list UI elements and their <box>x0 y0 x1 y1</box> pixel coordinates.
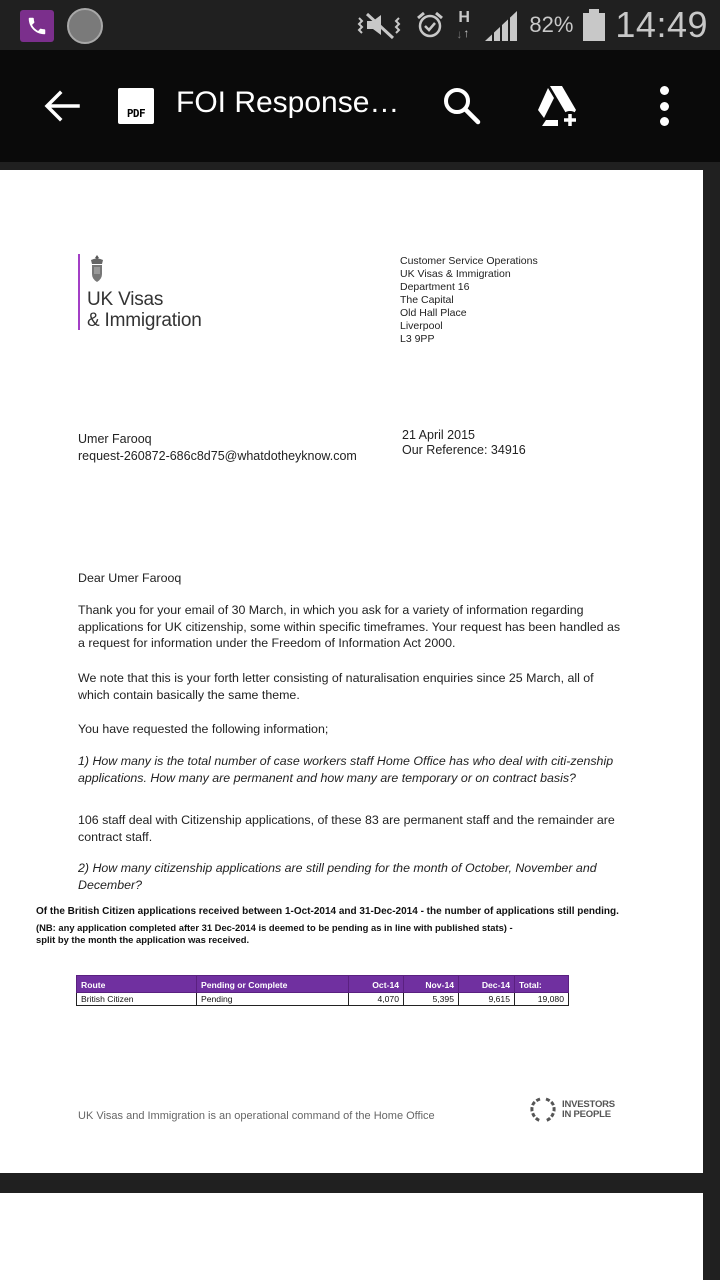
logo-line2: & Immigration <box>87 310 202 331</box>
pdf-page-2 <box>0 1193 703 1280</box>
answer-1: 106 staff deal with Citizenship applications, of these 83 are permanent staff and the remainder are contract staff. <box>78 813 615 844</box>
search-button[interactable] <box>440 84 484 128</box>
add-to-drive-button[interactable] <box>534 84 584 130</box>
date-reference-block <box>402 428 526 458</box>
status-icons <box>355 0 708 50</box>
vibrate-mute-icon <box>355 10 405 40</box>
col-total: Total: <box>515 976 569 993</box>
clock: 14:49 <box>615 4 708 45</box>
col-dec: Dec-14 <box>459 976 515 993</box>
signal-icon <box>483 9 519 41</box>
pdf-file-icon: PDF <box>118 88 154 124</box>
question-2: 2) How many citizenship applications are still pending for the month of October, November and December? <box>78 861 597 892</box>
more-options-button[interactable] <box>648 82 680 130</box>
battery-percent: 82% <box>529 12 574 37</box>
hspa-data-icon: H ↓ ↑ <box>456 9 470 41</box>
search-icon <box>440 84 484 128</box>
sender-address: Customer Service Operations UK Visas & Immigration Department 16 The Capital Old Hall Place Liverpool L3 9PP <box>400 255 538 345</box>
back-button[interactable] <box>40 86 84 126</box>
col-route: Route <box>77 976 197 993</box>
recipient-block <box>78 431 357 465</box>
app-toolbar <box>0 50 720 162</box>
pending-applications-table <box>76 975 569 1006</box>
pdf-viewer[interactable] <box>0 162 720 1280</box>
col-status: Pending or Complete <box>197 976 349 993</box>
laurel-wreath-icon <box>528 1096 558 1124</box>
paragraph-3: You have requested the following information; <box>78 722 329 736</box>
recipient-name: Umer Farooq <box>78 432 152 446</box>
royal-crest-icon <box>88 254 106 284</box>
table-header-row <box>77 976 569 993</box>
more-vert-icon <box>660 86 669 95</box>
status-bar <box>0 0 720 50</box>
circle-notification-icon <box>67 8 103 44</box>
table-caption-1: Of the British Citizen applications received between 1-Oct-2014 and 31-Dec-2014 - the number of applications still pending. <box>36 906 619 917</box>
alarm-icon <box>415 10 445 40</box>
ukvi-logo <box>78 254 202 330</box>
table-row: British Citizen Pending 4,070 5,395 9,615 19,080 <box>77 993 569 1006</box>
salutation: Dear Umer Farooq <box>78 571 182 585</box>
arrow-back-icon <box>44 90 80 122</box>
add-to-drive-icon <box>534 84 584 130</box>
footer-text: UK Visas and Immigration is an operational command of the Home Office <box>78 1110 435 1122</box>
table-caption-3: split by the month the application was received. <box>36 934 250 945</box>
col-oct: Oct-14 <box>349 976 404 993</box>
question-1: 1) How many is the total number of case workers staff Home Office has who deal with citi-zenship applications. How many are permanent and how many are temporary or on contract basis? <box>78 754 614 785</box>
col-nov: Nov-14 <box>404 976 459 993</box>
letter-date: 21 April 2015 <box>402 428 475 442</box>
paragraph-2: We note that this is your forth letter consisting of naturalisation enquiries since 25 March, all of which contain basically the same theme. <box>78 671 594 702</box>
phone-notification-icon <box>20 10 54 42</box>
logo-line1: UK Visas <box>87 289 164 310</box>
pdf-page-1 <box>0 170 703 1173</box>
paragraph-1: Thank you for your email of 30 March, in which you ask for a variety of information regarding applications for UK citizenship, some within specific timeframes. Your request has been handled as a request for information under the Freedom of Information Act 2000. <box>78 603 621 650</box>
investors-in-people-badge: INVESTORS IN PEOPLE <box>528 1096 615 1124</box>
recipient-email: request-260872-686c8d75@whatdotheyknow.com <box>78 449 357 463</box>
letter-reference: Our Reference: 34916 <box>402 443 526 457</box>
table-caption-2: (NB: any application completed after 31 Dec-2014 is deemed to be pending as in line with published stats) - <box>36 922 513 933</box>
document-title: FOI Response… <box>176 86 400 119</box>
battery-icon <box>583 9 605 41</box>
